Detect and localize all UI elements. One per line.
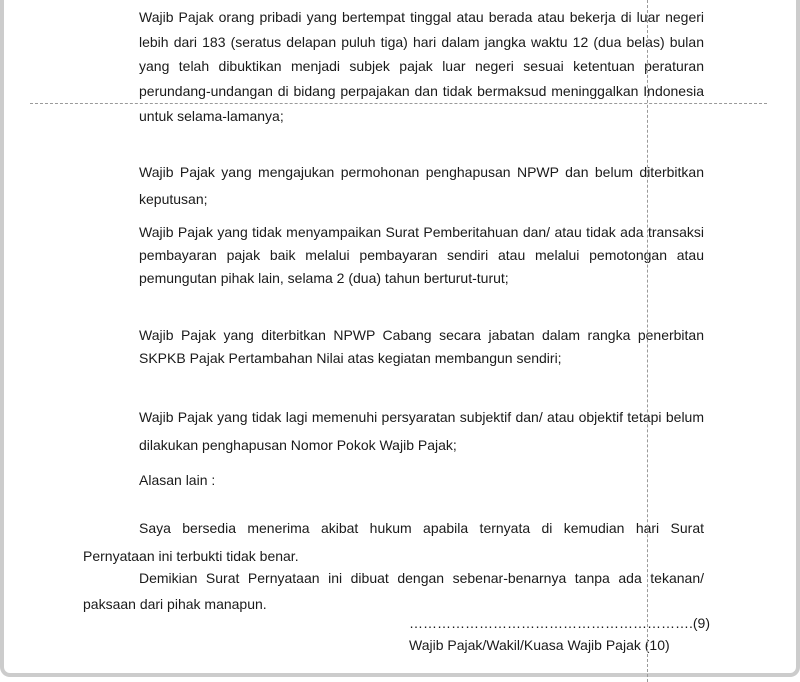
reason-item-5: Wajib Pajak yang tidak lagi memenuhi persyaratan subjektif dan/ atau objektif tetapi belum dilakukan penghapusan Nomor Pokok Wajib Pajak;	[139, 409, 704, 453]
statement-closing: Demikian Surat Pernyataan ini dibuat dengan sebenar-benarnya tanpa ada tekanan/ paksaan dari pihak manapun.	[83, 570, 704, 612]
signature-line: …………………………………………………….(9)	[409, 615, 710, 631]
reason-item-2: Wajib Pajak yang mengajukan permohonan penghapusan NPWP dan belum diterbitkan keputusan;	[139, 164, 704, 207]
other-reason-label: Alasan lain :	[139, 472, 216, 488]
statement-consequence: Saya bersedia menerima akibat hukum apabila ternyata di kemudian hari Surat Pernyataan ini terbukti tidak benar.	[83, 520, 704, 564]
vertical-guide-line	[647, 0, 648, 682]
reason-item-1: Wajib Pajak orang pribadi yang bertempat tinggal atau berada atau bekerja di luar negeri lebih dari 183 (seratus delapan puluh tiga) hari dalam jangka waktu 12 (dua belas) bulan yang telah dibuktikan menjadi subjek pajak luar negeri sesuai ketentuan peraturan perundang-undangan di bidang perpajakan dan tidak bermaksud meninggalkan Indonesia untuk selama-lamanya;	[139, 9, 704, 124]
signature-label: Wajib Pajak/Wakil/Kuasa Wajib Pajak (10)	[409, 637, 670, 653]
reason-item-4: Wajib Pajak yang diterbitkan NPWP Cabang secara jabatan dalam rangka penerbitan SKPKB Pajak Pertambahan Nilai atas kegiatan membangun sendiri;	[139, 327, 704, 366]
reason-item-3: Wajib Pajak yang tidak menyampaikan Surat Pemberitahuan dan/ atau tidak ada transaksi pembayaran pajak baik melalui pembayaran sendiri atau melalui pemotongan atau pemungutan pihak lain, selama 2 (dua) tahun berturut-turut;	[139, 224, 704, 286]
horizontal-guide-line	[30, 103, 767, 104]
